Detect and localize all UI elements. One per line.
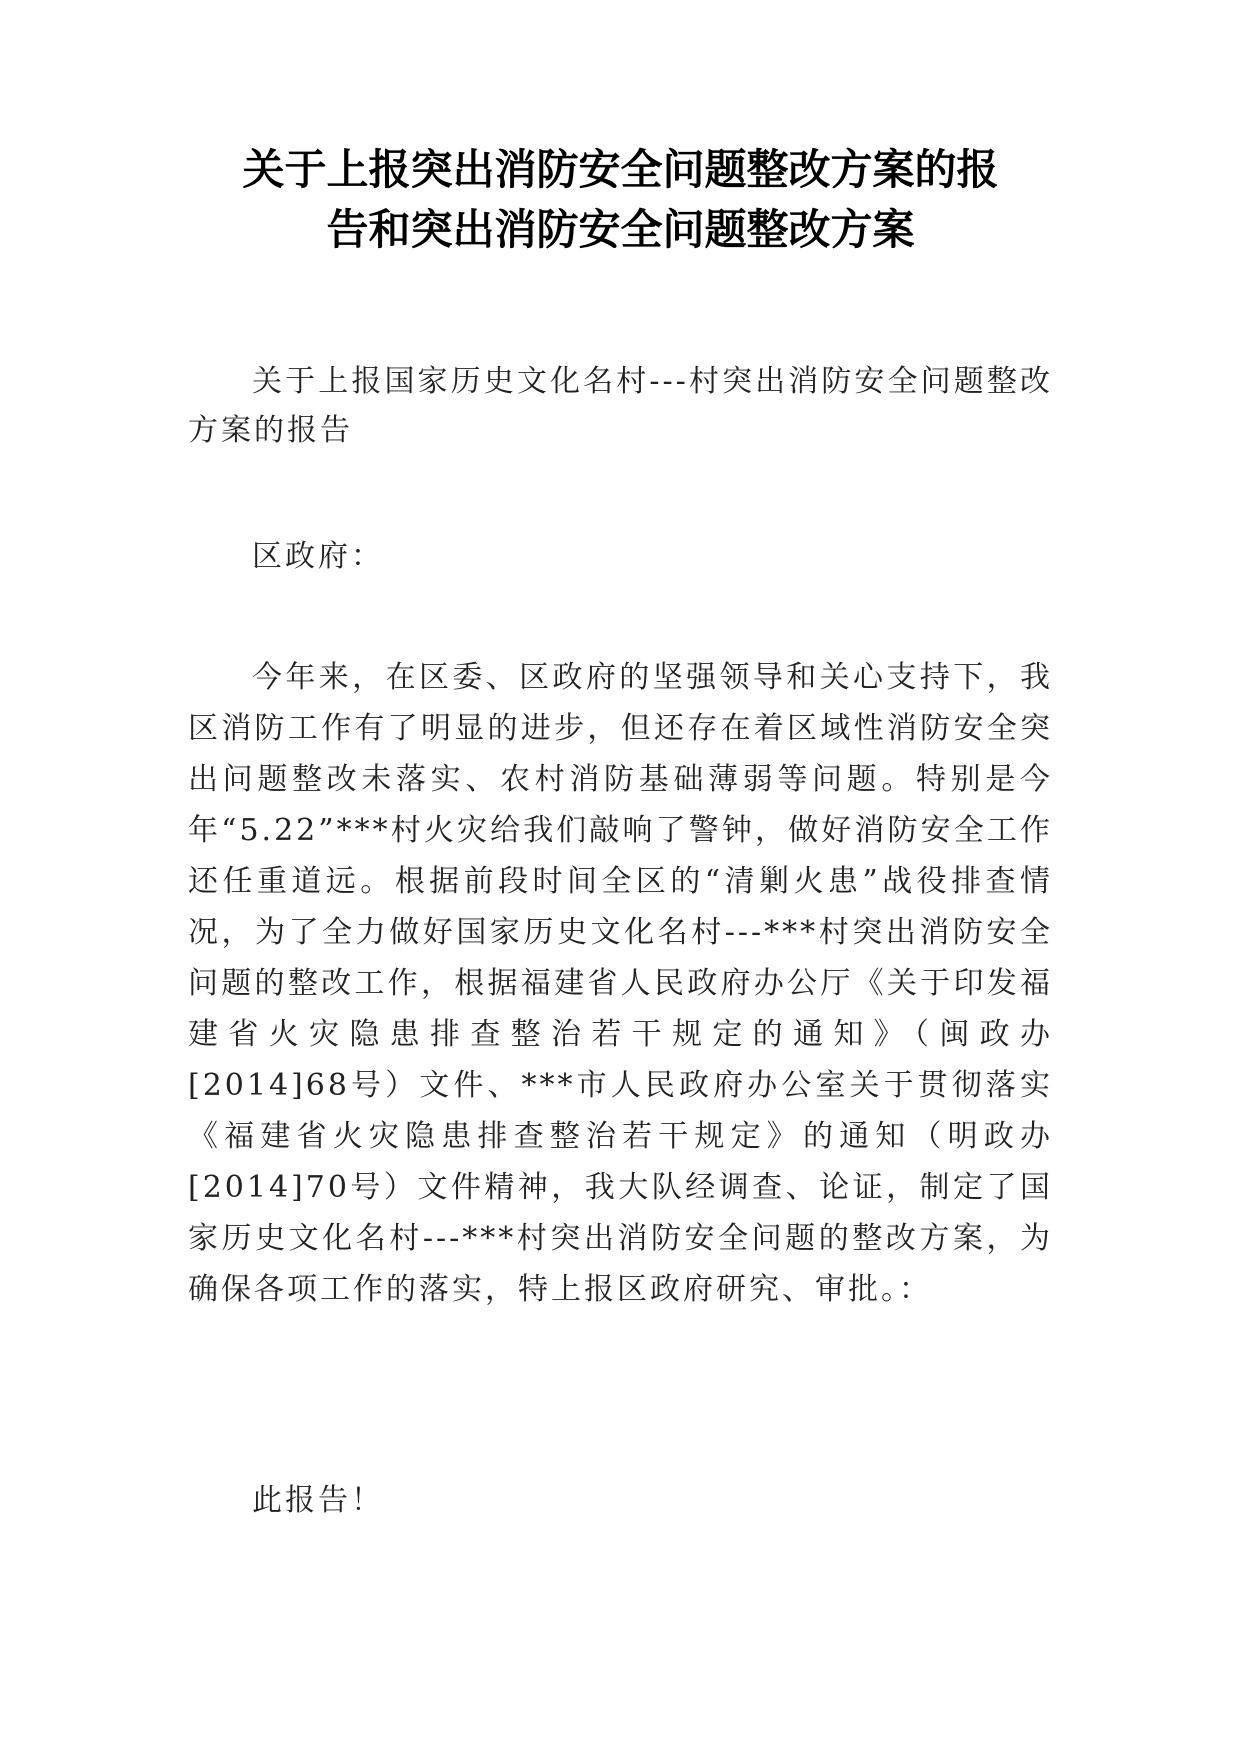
main-paragraph: 今年来，在区委、区政府的坚强领导和关心支持下，我区消防工作有了明显的进步，但还存在着区域性消防安全突出问题整改未落实、农村消防基础薄弱等问题。特别是今年“5.22”***村火灾给我们敲响了警钟，做好消防安全工作还任重道远。根据前段时间全区的“清剿火患”战役排查情况，为了全力做好国家历史文化名村---***村突出消防安全问题的整改工作，根据福建省人民政府办公厅《关于印发福建省火灾隐患排查整治若干规定的通知》（闽政办[2014]68号）文件、***市人民政府办公室关于贯彻落实《福建省火灾隐患排查整治若干规定》的通知（明政办[2014]70号）文件精神，我大队经调查、论证，制定了国家历史文化名村---***村突出消防安全问题的整改方案，为确保各项工作的落实，特上报区政府研究、审批。： (188, 660, 1053, 1307)
salutation: 区政府： (252, 539, 384, 574)
document-title-line-1: 关于上报突出消防安全问题整改方案的报 (242, 145, 999, 194)
document-title-line-2: 告和突出消防安全问题整改方案 (326, 205, 915, 254)
report-subtitle: 关于上报国家历史文化名村---村突出消防安全问题整改方案的报告 (188, 364, 1053, 448)
closing-line: 此报告！ (252, 1483, 384, 1518)
document-title (180, 140, 1061, 260)
